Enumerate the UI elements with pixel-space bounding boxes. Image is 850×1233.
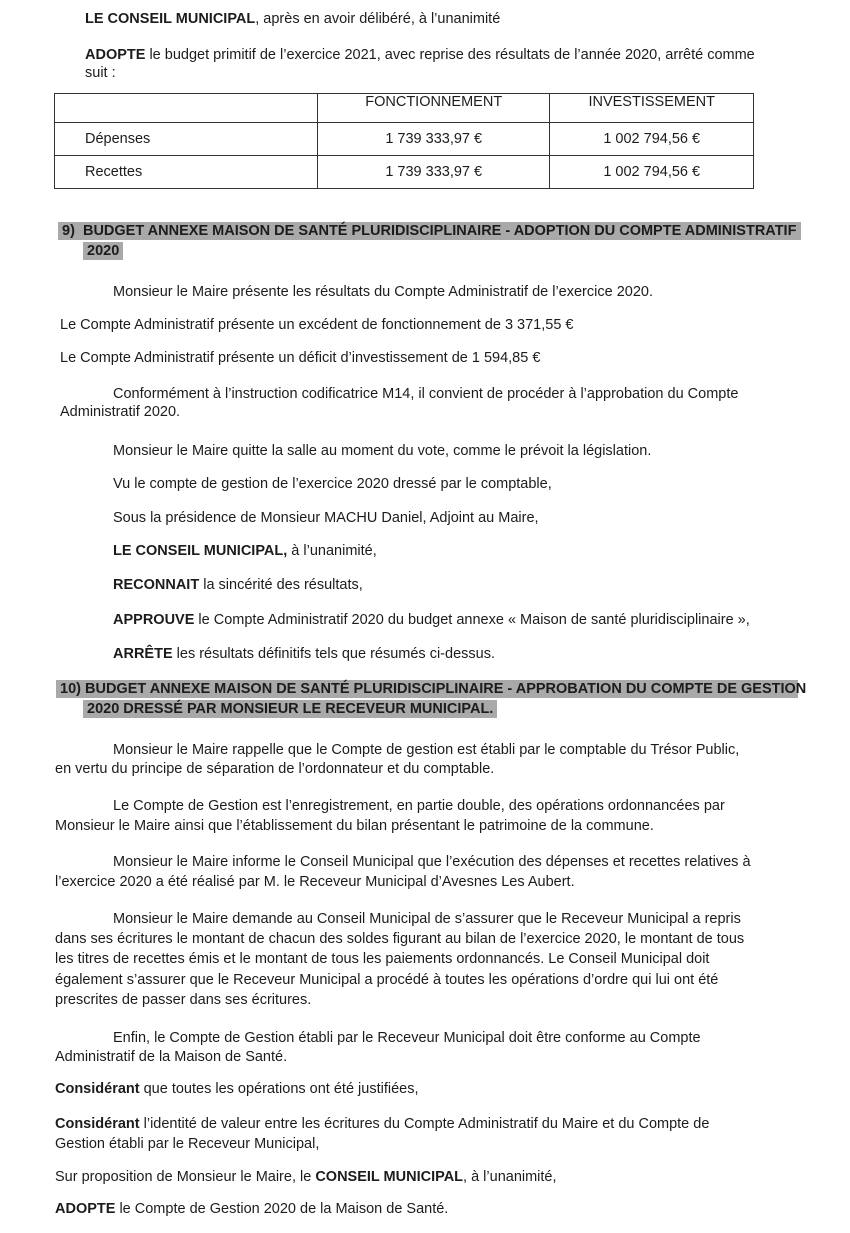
- row-label: Dépenses: [55, 123, 318, 156]
- paragraph: Monsieur le Maire rappelle que le Compte de gestion est établi par le comptable du Trésor Public,: [113, 742, 740, 758]
- paragraph: Monsieur le Maire ainsi que l’établissement du bilan présentant le patrimoine de la commune.: [55, 818, 654, 834]
- budget-table: [54, 93, 754, 189]
- paragraph: Enfin, le Compte de Gestion établi par le Receveur Municipal doit être conforme au Compte: [113, 1030, 701, 1046]
- fonctionnement-value: 1 739 333,97 €: [318, 123, 550, 156]
- paragraph: Monsieur le Maire quitte la salle au moment du vote, comme le prévoit la législation.: [113, 443, 652, 459]
- table-row: [55, 156, 754, 189]
- investissement-value: 1 002 794,56 €: [550, 156, 754, 189]
- paragraph: prescrites de passer dans ses écritures.: [55, 992, 312, 1008]
- intro-adopte-cont: suit :: [85, 65, 116, 81]
- paragraph: dans ses écritures le montant de chacun des soldes figurant au bilan de l’exercice 2020, le montant de tous: [55, 931, 745, 947]
- paragraph: LE CONSEIL MUNICIPAL, à l’unanimité,: [113, 543, 377, 559]
- section-10-heading: [56, 680, 807, 698]
- paragraph: Vu le compte de gestion de l’exercice 2020 dressé par le comptable,: [113, 476, 552, 492]
- paragraph: Gestion établi par le Receveur Municipal,: [55, 1136, 320, 1152]
- section-9-heading: [58, 222, 801, 240]
- section-title: BUDGET ANNEXE MAISON DE SANTÉ PLURIDISCIPLINAIRE - APPROBATION DU COMPTE DE GESTION: [85, 681, 807, 697]
- paragraph: Administratif de la Maison de Santé.: [55, 1049, 288, 1065]
- paragraph: Administratif 2020.: [60, 404, 181, 420]
- paragraph: Le Compte Administratif présente un déficit d’investissement de 1 594,85 €: [60, 350, 541, 366]
- intro-conseil: LE CONSEIL MUNICIPAL, après en avoir délibéré, à l’unanimité: [85, 11, 501, 27]
- paragraph: ARRÊTE les résultats définitifs tels que résumés ci-dessus.: [113, 646, 495, 662]
- paragraph: Monsieur le Maire présente les résultats du Compte Administratif de l’exercice 2020.: [113, 284, 653, 300]
- table-row: [55, 123, 754, 156]
- table-header-cell: INVESTISSEMENT: [550, 94, 754, 123]
- paragraph: ADOPTE le Compte de Gestion 2020 de la Maison de Santé.: [55, 1201, 449, 1217]
- fonctionnement-value: 1 739 333,97 €: [318, 156, 550, 189]
- paragraph: les titres de recettes émis et le montant de tous les paiements ordonnancés. Le Conseil Municipal doit: [55, 951, 710, 967]
- paragraph: Le Compte Administratif présente un excédent de fonctionnement de 3 371,55 €: [60, 317, 574, 333]
- investissement-value: 1 002 794,56 €: [550, 123, 754, 156]
- section-number: 10): [60, 681, 81, 697]
- paragraph: Monsieur le Maire informe le Conseil Municipal que l’exécution des dépenses et recettes relatives à: [113, 854, 751, 870]
- paragraph: également s’assurer que le Receveur Municipal a procédé à toutes les opérations d’ordre qui lui ont été: [55, 972, 719, 988]
- paragraph: en vertu du principe de séparation de l’ordonnateur et du comptable.: [55, 761, 495, 777]
- paragraph: Le Compte de Gestion est l’enregistrement, en partie double, des opérations ordonnancées par: [113, 798, 725, 814]
- paragraph: Sur proposition de Monsieur le Maire, le CONSEIL MUNICIPAL, à l’unanimité,: [55, 1169, 557, 1185]
- table-header-cell: [55, 94, 318, 123]
- table-header-cell: FONCTIONNEMENT: [318, 94, 550, 123]
- paragraph: RECONNAIT la sincérité des résultats,: [113, 577, 363, 593]
- section-10-heading-cont: 2020 DRESSÉ PAR MONSIEUR LE RECEVEUR MUNICIPAL.: [83, 700, 497, 718]
- section-number: 9): [62, 223, 75, 239]
- paragraph: Considérant l’identité de valeur entre les écritures du Compte Administratif du Maire et du Compte de: [55, 1116, 710, 1132]
- section-title: BUDGET ANNEXE MAISON DE SANTÉ PLURIDISCIPLINAIRE - ADOPTION DU COMPTE ADMINISTRATIF: [82, 223, 797, 239]
- section-9-heading-cont: 2020: [83, 242, 123, 260]
- table-header-row: [55, 94, 754, 123]
- paragraph: APPROUVE le Compte Administratif 2020 du budget annexe « Maison de santé pluridisciplinaire »,: [113, 612, 750, 628]
- intro-adopte: ADOPTE le budget primitif de l’exercice 2021, avec reprise des résultats de l’année 2020, arrêté comme: [85, 47, 755, 63]
- paragraph: Monsieur le Maire demande au Conseil Municipal de s’assurer que le Receveur Municipal a repris: [113, 911, 741, 927]
- paragraph: Considérant que toutes les opérations ont été justifiées,: [55, 1081, 419, 1097]
- row-label: Recettes: [55, 156, 318, 189]
- paragraph: l’exercice 2020 a été réalisé par M. le Receveur Municipal d’Avesnes Les Aubert.: [55, 874, 575, 890]
- paragraph: Sous la présidence de Monsieur MACHU Daniel, Adjoint au Maire,: [113, 510, 539, 526]
- paragraph: Conformément à l’instruction codificatrice M14, il convient de procéder à l’approbation du Compte: [113, 386, 739, 402]
